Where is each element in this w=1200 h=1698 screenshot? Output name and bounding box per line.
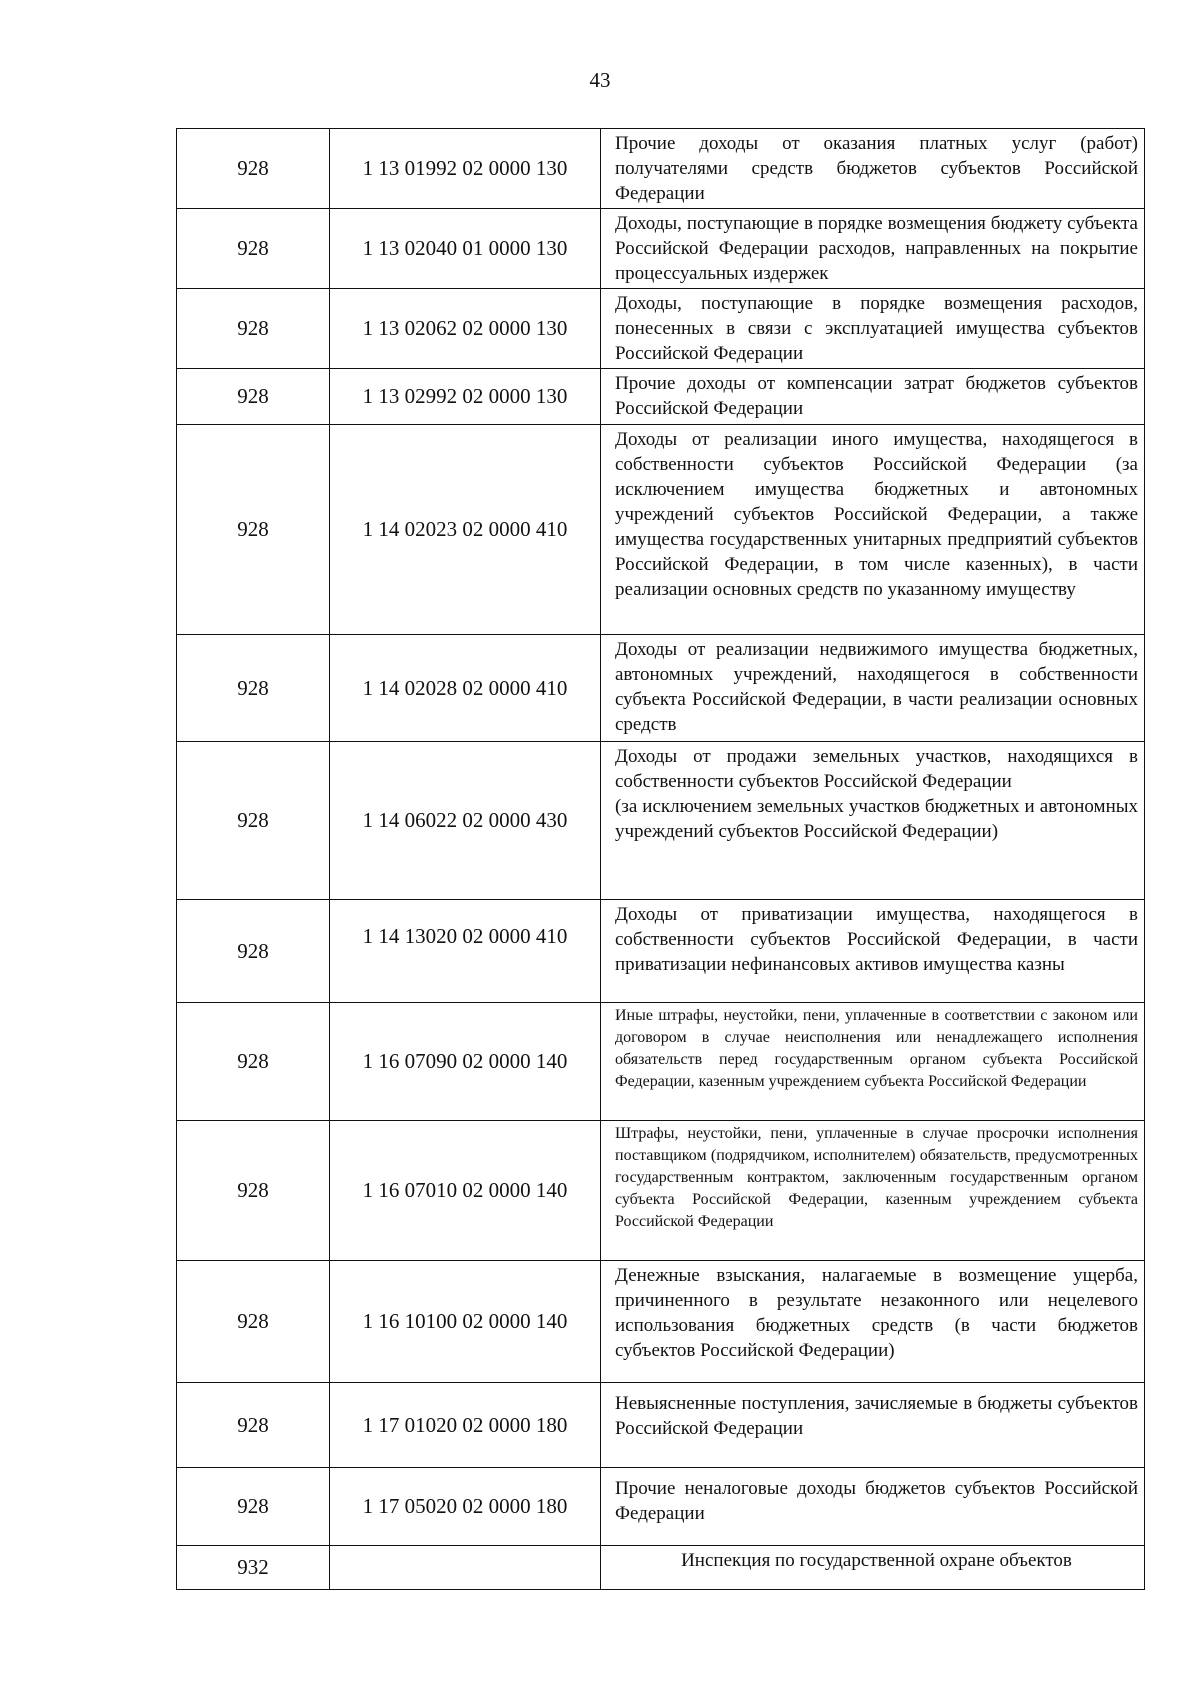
description-cell: [601, 1468, 1145, 1546]
description-cell: [601, 1546, 1145, 1590]
table-row: [177, 1468, 1145, 1546]
description-cell: [601, 369, 1145, 425]
admin-code-cell: 928: [177, 635, 330, 742]
revenue-code-cell: 1 17 01020 02 0000 180: [330, 1383, 601, 1468]
admin-code-cell: 932: [177, 1546, 330, 1590]
revenue-code-cell: 1 16 10100 02 0000 140: [330, 1261, 601, 1383]
description-cell: [601, 129, 1145, 209]
description-text: Доходы от приватизации имущества, находящегося в собственности субъектов Российской Федерации, в части приватизации нефинансовых активов имущества казны: [615, 904, 1138, 975]
description-text: Денежные взыскания, налагаемые в возмещение ущерба, причиненного в результате незаконного или нецелевого использования бюджетных средств (в части бюджетов субъектов Российской Федерации): [615, 1265, 1138, 1361]
description-cell: [601, 900, 1145, 1003]
description-text: Инспекция по государственной охране объектов: [681, 1550, 1072, 1571]
description-text: Прочие доходы от компенсации затрат бюджетов субъектов Российской Федерации: [615, 373, 1138, 419]
admin-code-cell: 928: [177, 1383, 330, 1468]
table-row: [177, 1003, 1145, 1121]
table-row: [177, 289, 1145, 369]
revenue-code-cell: 1 13 02040 01 0000 130: [330, 209, 601, 289]
revenue-code-cell: 1 17 05020 02 0000 180: [330, 1468, 601, 1546]
admin-code-cell: 928: [177, 1003, 330, 1121]
table-row: [177, 1261, 1145, 1383]
revenue-code-cell: 1 13 02992 02 0000 130: [330, 369, 601, 425]
description-cell: [601, 289, 1145, 369]
description-text: Доходы, поступающие в порядке возмещения бюджету субъекта Российской Федерации расходов, направленных на покрытие процессуальных издержек: [615, 213, 1138, 284]
revenue-code-cell: 1 14 13020 02 0000 410: [330, 900, 601, 1003]
admin-code-cell: 928: [177, 1261, 330, 1383]
description-text: Доходы, поступающие в порядке возмещения расходов, понесенных в связи с эксплуатацией имущества субъектов Российской Федерации: [615, 293, 1138, 364]
description-cell: [601, 1383, 1145, 1468]
description-text: Прочие доходы от оказания платных услуг (работ) получателями средств бюджетов субъектов Российской Федерации: [615, 133, 1138, 204]
description-cell: [601, 1121, 1145, 1261]
admin-code-cell: 928: [177, 425, 330, 635]
description-cell: [601, 425, 1145, 635]
table-row: [177, 1383, 1145, 1468]
description-text: Прочие неналоговые доходы бюджетов субъектов Российской Федерации: [615, 1478, 1138, 1524]
revenue-codes-table: [176, 128, 1145, 1590]
revenue-code-cell: 1 14 06022 02 0000 430: [330, 742, 601, 900]
description-text: Доходы от реализации недвижимого имущества бюджетных, автономных учреждений, находящегося в собственности субъекта Российской Федерации, в части реализации основных средств: [615, 639, 1138, 735]
table-row: [177, 635, 1145, 742]
admin-code-cell: 928: [177, 369, 330, 425]
description-text: Доходы от реализации иного имущества, находящегося в собственности субъектов Российской Федерации (за исключением имущества бюджетных и автономных учреждений субъектов Российской Федерации, а также имущества государственных унитарных предприятий субъектов Российской Федерации, в том числе казенных), в части реализации основных средств по указанному имуществу: [615, 429, 1138, 600]
page-number: 43: [589, 68, 611, 92]
revenue-code-cell: 1 16 07010 02 0000 140: [330, 1121, 601, 1261]
description-cell: [601, 1261, 1145, 1383]
table-row: [177, 209, 1145, 289]
revenue-code-cell: 1 14 02023 02 0000 410: [330, 425, 601, 635]
revenue-code-cell: 1 13 02062 02 0000 130: [330, 289, 601, 369]
table-row: [177, 742, 1145, 900]
revenue-code-cell: [330, 1546, 601, 1590]
revenue-code-cell: 1 16 07090 02 0000 140: [330, 1003, 601, 1121]
description-cell: [601, 635, 1145, 742]
description-text: Штрафы, неустойки, пени, уплаченные в случае просрочки исполнения поставщиком (подрядчиком, исполнителем) обязательств, предусмотренных государственным контрактом, заключенным государственным органом субъекта Российской Федерации, казенным учреждением субъекта Российской Федерации: [615, 1125, 1138, 1230]
table-row: [177, 129, 1145, 209]
admin-code-cell: 928: [177, 1468, 330, 1546]
description-text: Иные штрафы, неустойки, пени, уплаченные в соответствии с законом или договором в случае неисполнения или ненадлежащего исполнения обязательств перед государственным органом субъекта Российской Федерации, казенным учреждением субъекта Российской Федерации: [615, 1007, 1138, 1090]
description-cell: [601, 209, 1145, 289]
description-cell: [601, 1003, 1145, 1121]
table-row: [177, 900, 1145, 1003]
table-row: [177, 1121, 1145, 1261]
admin-code-cell: 928: [177, 129, 330, 209]
description-text: Невыясненные поступления, зачисляемые в бюджеты субъектов Российской Федерации: [615, 1393, 1138, 1439]
table-row: [177, 1546, 1145, 1590]
description-cell: [601, 742, 1145, 900]
table-row: [177, 425, 1145, 635]
admin-code-cell: 928: [177, 209, 330, 289]
admin-code-cell: 928: [177, 289, 330, 369]
revenue-code-cell: 1 13 01992 02 0000 130: [330, 129, 601, 209]
admin-code-cell: 928: [177, 1121, 330, 1261]
revenue-code-cell: 1 14 02028 02 0000 410: [330, 635, 601, 742]
admin-code-cell: 928: [177, 742, 330, 900]
description-text: Доходы от продажи земельных участков, находящихся в собственности субъектов Российской Федерации (за исключением земельных участков бюджетных и автономных учреждений субъектов Российской Федерации): [615, 746, 1138, 842]
table-row: [177, 369, 1145, 425]
admin-code-cell: 928: [177, 900, 330, 1003]
